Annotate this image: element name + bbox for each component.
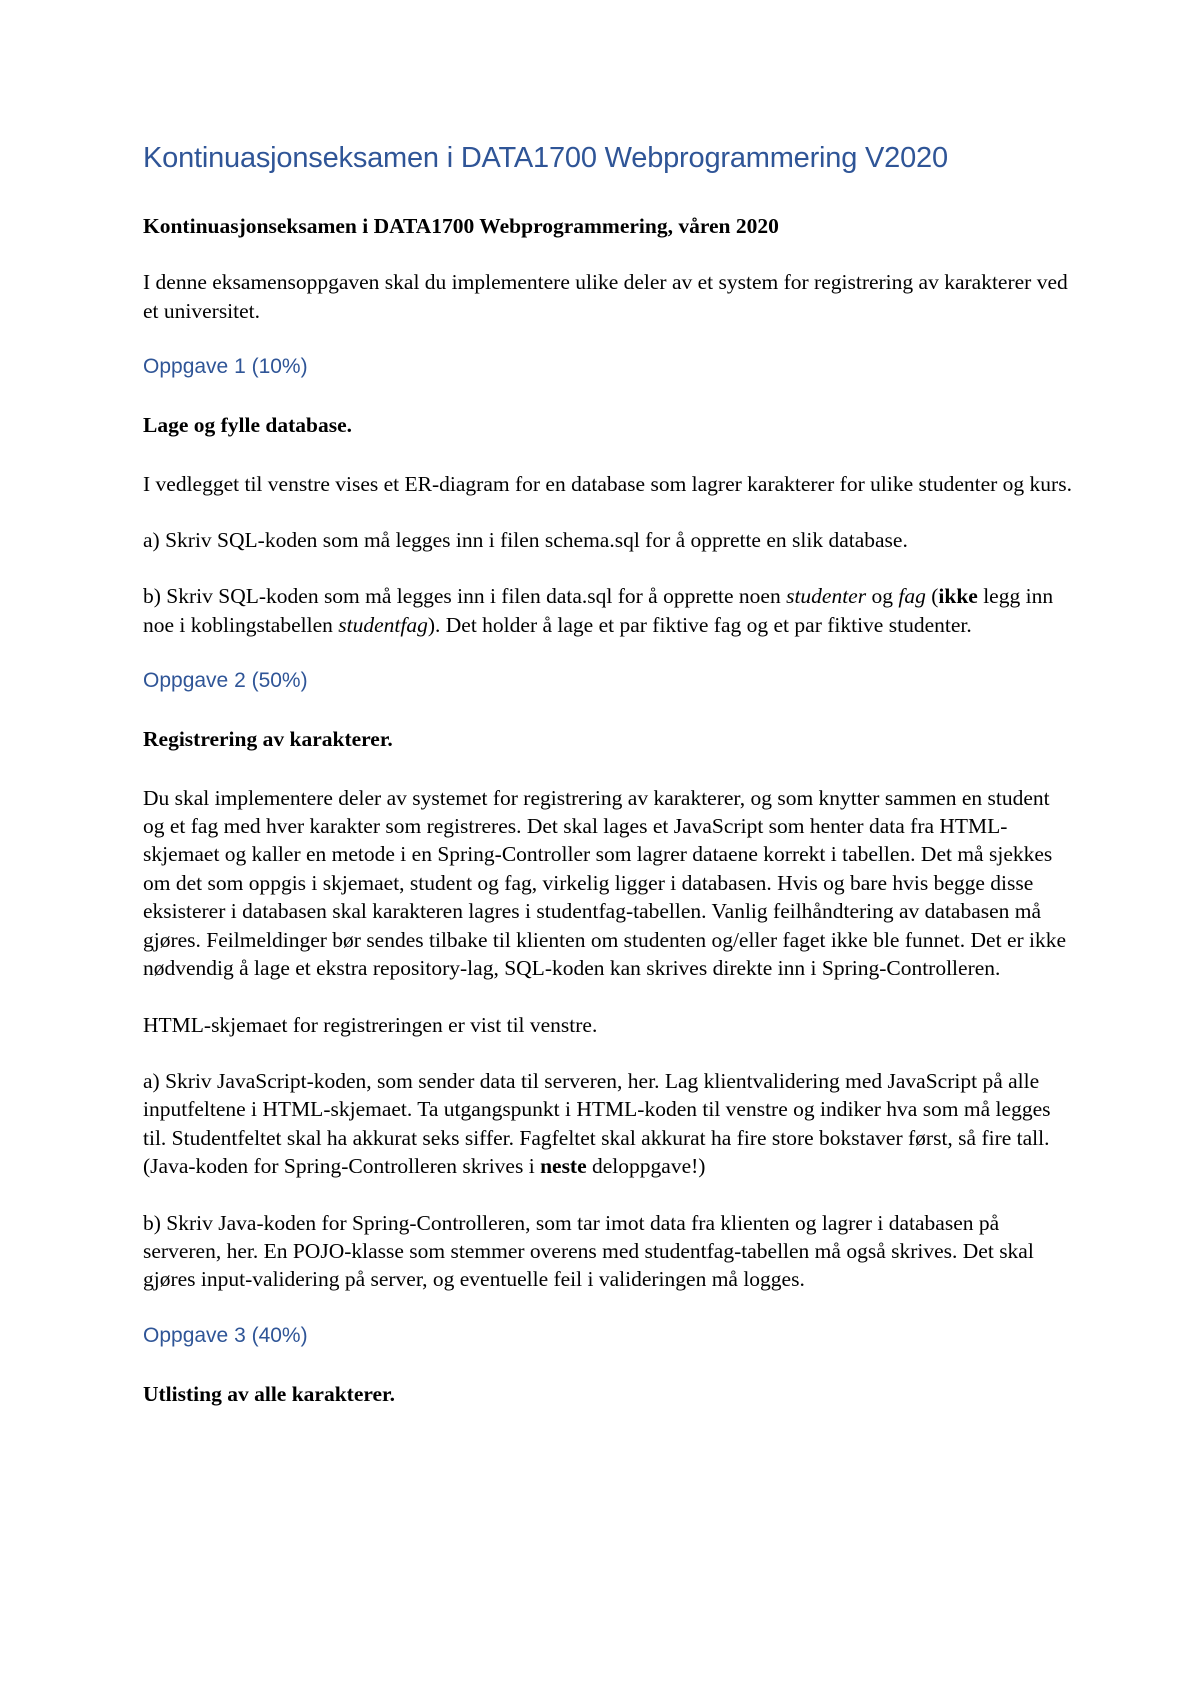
text-span: (: [925, 584, 939, 609]
text-span: ). Det holder å lage et par fiktive fag og et par fiktive studenter.: [427, 612, 972, 637]
bold-neste: neste: [540, 1154, 587, 1179]
task2-title: Registrering av karakterer.: [143, 727, 393, 752]
task1-paragraph-a: a) Skriv SQL-koden som må legges inn i filen schema.sql for å opprette en slik database.: [143, 528, 908, 553]
task1-heading: Oppgave 1 (10%): [143, 355, 308, 379]
text-span: deloppgave!): [586, 1154, 706, 1179]
task1-paragraph-b: [143, 582, 1073, 639]
emphasis-studentfag: studentfag: [338, 612, 428, 637]
task1-paragraph-1: I vedlegget til venstre vises et ER-diagram for en database som lagrer karakterer for ulike studenter og kurs.: [143, 471, 1072, 496]
document-title: Kontinuasjonseksamen i DATA1700 Webprogrammering V2020: [143, 142, 948, 174]
task2-paragraph-b: b) Skriv Java-koden for Spring-Controlleren, som tar imot data fra klienten og lagrer i databasen på serveren, her. En POJO-klasse som stemmer overens med studentfag-tabellen må også skrives. Det skal gjøres input-validering på server, og eventuelle feil i valideringen må logges.: [143, 1210, 1034, 1292]
text-span: a) Skriv JavaScript-koden, som sender data til serveren, her. Lag klientvalidering med JavaScript på alle inputfeltene i HTML-skjemaet. Ta utgangspunkt i HTML-koden til venstre og indiker hva som må legges til. Studentfeltet skal ha akkurat seks siffer. Fagfeltet skal akkurat ha fire store bokstaver først, så fire tall. (Java-koden for Spring-Controlleren skrives i: [143, 1068, 1051, 1179]
task2-paragraph-1: Du skal implementere deler av systemet for registrering av karakterer, og som knytter sammen en student og et fag med hver karakter som registreres. Det skal lages et JavaScript som henter data fra HTML-skjemaet og kaller en metode i en Spring-Controller som lagrer dataene korrekt i tabellen. Det må sjekkes om det som oppgis i skjemaet, student og fag, virkelig ligger i databasen. Hvis og bare hvis begge disse eksisterer i databasen skal karakteren lagres i studentfag-tabellen. Vanlig feilhåndtering av databasen må gjøres. Feilmeldinger bør sendes tilbake til klienten om studenten og/eller faget ikke ble funnet. Det er ikke nødvendig å lage et ekstra repository-lag, SQL-koden kan skrives direkte inn i Spring-Controlleren.: [143, 785, 1067, 981]
intro-paragraph: I denne eksamensoppgaven skal du implementere ulike deler av et system for registrering av karakterer ved et universitet.: [143, 270, 1068, 323]
task2-paragraph-a: [143, 1067, 1073, 1181]
text-span: b) Skriv SQL-koden som må legges inn i filen data.sql for å opprette noen: [143, 584, 787, 609]
text-span: legg inn noe i koblingstabellen: [143, 584, 1054, 637]
task2-paragraph-2: HTML-skjemaet for registreringen er vist til venstre.: [143, 1012, 598, 1037]
exam-subtitle: Kontinuasjonseksamen i DATA1700 Webprogrammering, våren 2020: [143, 214, 779, 238]
bold-ikke: ikke: [938, 584, 978, 609]
task3-heading: Oppgave 3 (40%): [143, 1323, 308, 1347]
document-page: [143, 140, 1073, 1438]
task1-title: Lage og fylle database.: [143, 413, 353, 438]
task3-title: Utlisting av alle karakterer.: [143, 1381, 396, 1406]
emphasis-fag: fag: [898, 584, 926, 609]
emphasis-studenter: studenter: [786, 584, 867, 609]
task2-heading: Oppgave 2 (50%): [143, 669, 308, 693]
text-span: og: [866, 584, 899, 609]
